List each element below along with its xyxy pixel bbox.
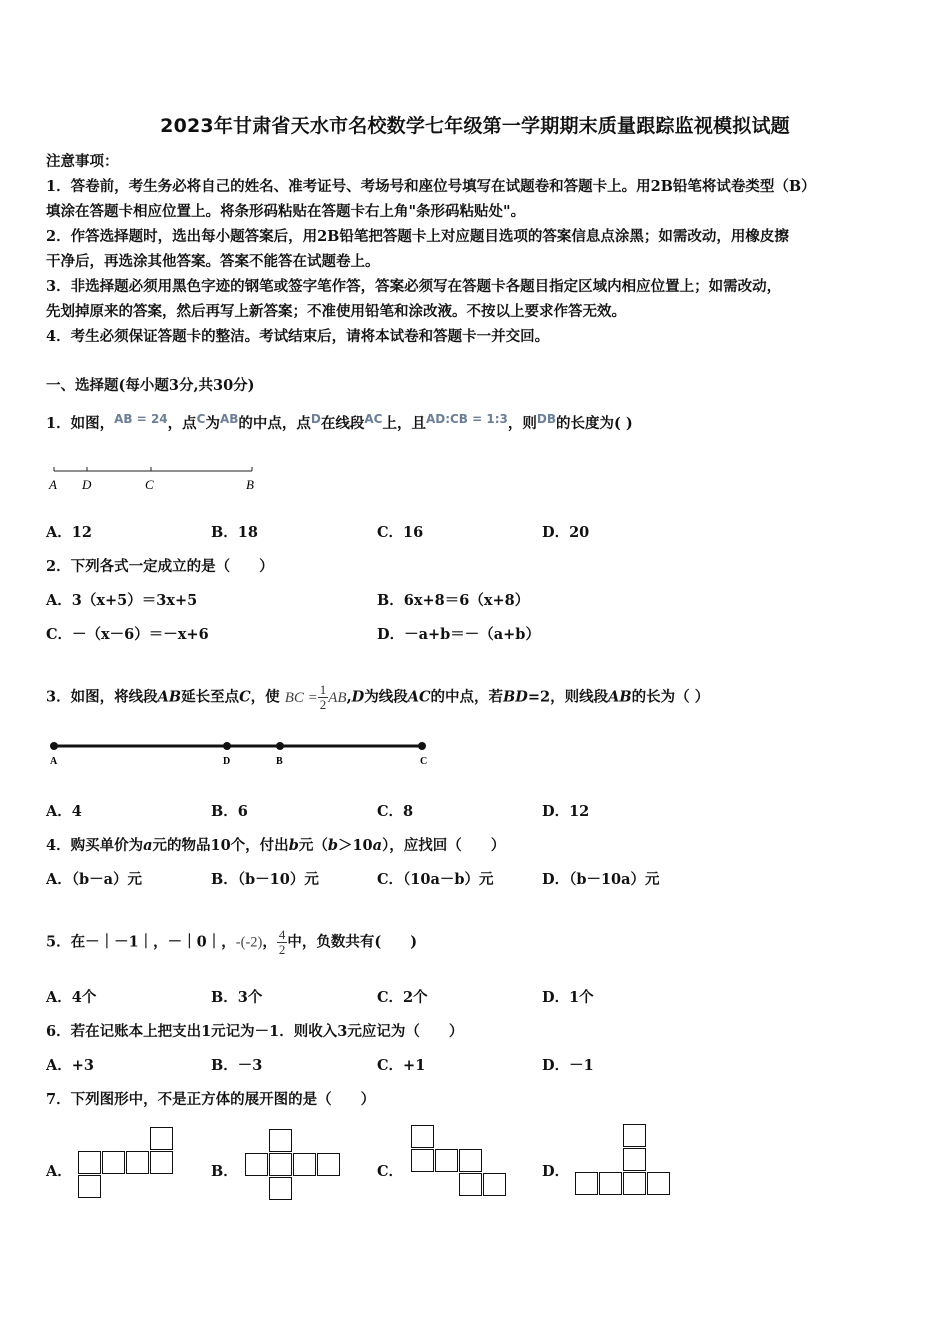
q5-option-c: C．2个 (377, 989, 428, 1006)
point-label: C (145, 477, 154, 492)
notes-line: 先划掉原来的答案，然后再写上新答案；不准使用铅笔和涂改液。不按以上要求作答无效。 (46, 303, 626, 320)
q4-option-c: C．（10a－b）元 (377, 871, 494, 888)
q1-option-a: A．12 (46, 524, 92, 541)
q4-option-b: B．（b－10）元 (211, 871, 319, 888)
q2-option-c: C．－（x－6）＝－x+6 (46, 626, 209, 643)
question-6-text: 6．若在记账本上把支出1元记为－1．则收入3元应记为（ ） (46, 1023, 464, 1040)
q5-option-b: B．3个 (211, 989, 263, 1006)
q1-option-b: B．18 (211, 524, 258, 541)
q6-option-d: D．－1 (542, 1057, 594, 1074)
notes-line: 干净后，再选涂其他答案。答案不能答在试题卷上。 (46, 253, 380, 270)
q3-option-c: C．8 (377, 803, 414, 820)
question-3-text: 3．如图，将线段AB延长至点C，使 BC = $\frac{1}{2}$ AB,D为线段AC的中点，若BD=2，则线段AB的长为（ ） (46, 682, 710, 712)
q7-option-c: C． (377, 1163, 404, 1180)
point-label: A (50, 756, 58, 767)
q4-option-a: A．（b－a）元 (46, 871, 143, 888)
question-3-segment-diagram (44, 736, 444, 770)
point-label: C (420, 756, 428, 767)
notes-line: 1．答卷前，考生务必将自己的姓名、准考证号、考场号和座位号填写在试题卷和答题卡上。用2B铅笔将试卷类型（B） (46, 178, 816, 195)
question-5-text: 5．在－｜－1｜，－｜0｜，-(-2)， $\frac{4}{2}$ 中，负数共有( ) (46, 927, 418, 957)
question-1-segment-diagram (44, 462, 264, 496)
q7-option-d: D． (542, 1163, 570, 1180)
q5-option-a: A．4个 (46, 989, 97, 1006)
notes-line: 3．非选择题必须用黑色字迹的钢笔或签字笔作答，答案必须写在答题卡各题目指定区域内相应位置上；如需改动， (46, 278, 782, 295)
point-label: D (223, 756, 231, 767)
q6-option-c: C．+1 (377, 1057, 426, 1074)
point-label: D (82, 477, 92, 492)
q3-option-a: A．4 (46, 803, 82, 820)
q6-option-a: A．+3 (46, 1057, 94, 1074)
q7-option-b: B． (211, 1163, 238, 1180)
question-7-text: 7．下列图形中，不是正方体的展开图的是（ ） (46, 1091, 376, 1108)
q6-option-b: B．－3 (211, 1057, 263, 1074)
section-heading: 一、选择题(每小题3分,共30分) (46, 377, 255, 394)
point-label: B (246, 477, 254, 492)
q1-option-c: C．16 (377, 524, 424, 541)
notes-line: 4．考生必须保证答题卡的整洁。考试结束后，请将本试卷和答题卡一并交回。 (46, 328, 550, 345)
fraction: $\frac{4}{2}$ (278, 927, 286, 957)
question-4-text: 4．购买单价为a元的物品10个，付出b元（b＞10a），应找回（ ） (46, 837, 506, 854)
q1-option-d: D．20 (542, 524, 590, 541)
q4-option-d: D．（b－10a）元 (542, 871, 660, 888)
q2-option-b: B．6x+8＝6（x+8） (377, 592, 530, 609)
point-label: B (276, 756, 283, 767)
notes-line: 2．作答选择题时，选出每小题答案后，用2B铅笔把答题卡上对应题目选项的答案信息点涂黑；如需改动，用橡皮擦 (46, 228, 789, 245)
q5-option-d: D．1个 (542, 989, 594, 1006)
question-2-text: 2．下列各式一定成立的是（ ） (46, 558, 274, 575)
point-label: A (49, 477, 57, 492)
q7-option-a: A． (46, 1163, 72, 1180)
q2-option-d: D．－a+b＝－（a+b） (377, 626, 540, 643)
notes-heading: 注意事项： (46, 153, 119, 170)
q3-option-b: B．6 (211, 803, 248, 820)
notes-line: 填涂在答题卡相应位置上。将条形码粘贴在答题卡右上角"条形码粘贴处"。 (46, 203, 526, 220)
fraction: $\frac{1}{2}$ (319, 682, 327, 712)
q2-option-a: A．3（x+5）＝3x+5 (46, 592, 198, 609)
page-title: 2023年甘肃省天水市名校数学七年级第一学期期末质量跟踪监视模拟试题 (160, 115, 790, 137)
q3-option-d: D．12 (542, 803, 590, 820)
question-1-text: 1．如图，$^{AB = 24}$，点$^C$为$^{AB}$的中点，点$^D$在线段$^{AC}$上，且$^{AD:CB = 1:3}$，则$^{DB}$的长度为( ) (46, 412, 633, 432)
